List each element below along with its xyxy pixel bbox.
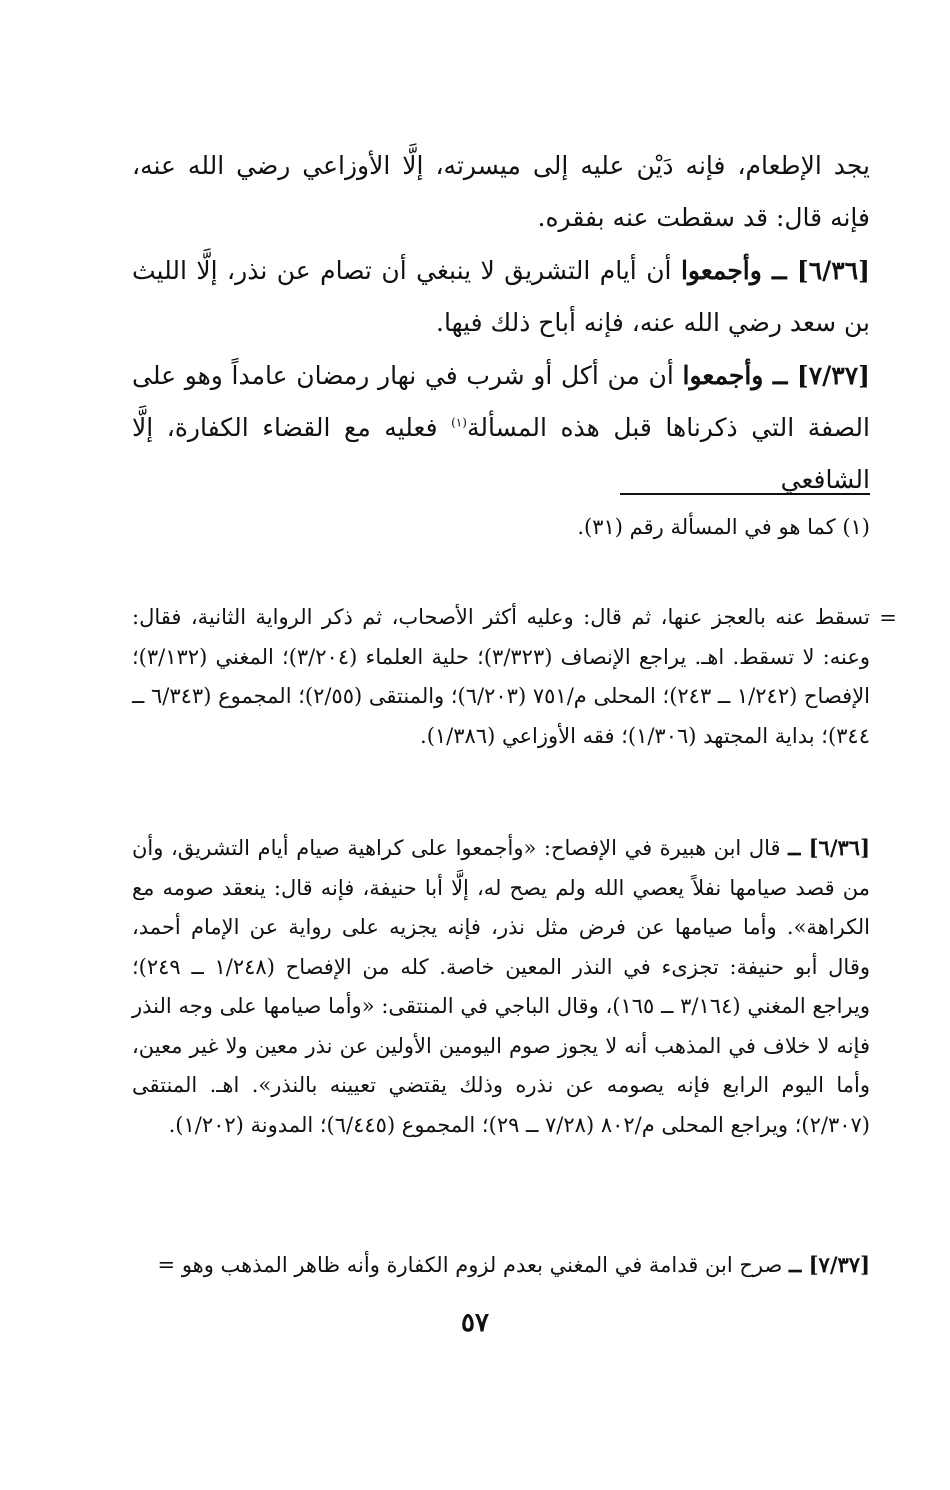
note-marker: [٧/٣٧] ــ [788, 1252, 870, 1277]
note-continuation: تسقط عنه بالعجز عنها، ثم قال: وعليه أكثر الأصحاب، ثم ذكر الرواية الثانية، فقال: وعنه: لا تسقط. اهـ. يراجع الإنصاف (٣/٣٢٣)؛ حلية العلماء (٣/٢٠٤)؛ المغني (٣/١٣٢)؛ الإفصاح (١/٢٤٢ ــ ٢٤٣)؛ المحلى م/٧٥١ (٦/٢٠٣)؛ والمنتقى (٢/٥٥)؛ المجموع (٦/٣٤٣ ــ ٣٤٤)؛ بداية المجتهد (١/٣٠٦)؛ فقه الأوزاعي (١/٣٨٦). [132, 605, 870, 748]
paragraph-text: فعليه مع القضاء الكفارة، إلَّا الشافعي [132, 413, 870, 494]
note-text: قال ابن هبيرة في الإفصاح: «وأجمعوا على كراهية صيام أيام التشريق، وأن من قصد صيامها نفلاً يعصي الله ولم يصح له، إلَّا أبا حنيفة، فإنه قال: ينعقد صومه مع الكراهة». وأما صيامها عن فرض مثل نذر، فإنه يجزيه على رواية عن الإمام أحمد، وقال أبو حنيفة: تجزىء في النذر المعين خاصة. كله من الإفصاح (١/٢٤٨ ــ ٢٤٩)؛ ويراجع المغني (٣/١٦٤ ــ ١٦٥)، وقال الباجي في المنتقى: «وأما صيامها على وجه النذر فإنه لا خلاف في المذهب أنه لا يجوز صوم اليومين الأولين عن نذر معين ولا غير معين، وأما اليوم الرابع فإنه يصومه عن نذره وذلك يقتضي تعيينه بالنذر». اهـ. المنتقى (٢/٣٠٧)؛ ويراجع المحلى م/٨٠٢ (٧/٢٨ ــ ٢٩)؛ المجموع (٦/٤٤٥)؛ المدونة (١/٢٠٢). [132, 836, 871, 1137]
page-number: ٥٧ [461, 1308, 489, 1338]
footnote-reference: (١) [451, 415, 467, 430]
paragraph-issue-36 [132, 245, 870, 349]
paragraph-text: يجد الإطعام، فإنه دَيْن عليه إلى ميسرته، إلَّا الأوزاعي رضي الله عنه، فإنه قال: قد سقطت عنه بفقره. [132, 151, 870, 232]
note-issue-37 [132, 1245, 870, 1286]
note-issue-36 [132, 828, 870, 1145]
issue-marker: [٦/٣٦] ــ وأجمعوا [680, 256, 870, 285]
issue-marker: [٧/٣٧] ــ وأجمعوا [682, 361, 870, 390]
footnote-separator [620, 493, 870, 495]
paragraph-issue-37 [132, 350, 870, 506]
paragraph-text: أن أيام التشريق لا ينبغي أن تصام عن نذر، إلَّا الليث بن سعد رضي الله عنه، فإنه أباح ذلك فيها. [132, 256, 870, 337]
footnote: (١) كما هو في المسألة رقم (٣١). [577, 515, 870, 539]
continuation-mark: = [879, 606, 897, 630]
note-marker: [٦/٣٦] ــ [788, 835, 870, 860]
paragraph-continuation [132, 140, 870, 244]
note-text: صرح ابن قدامة في المغني بعدم لزوم الكفارة وأنه ظاهر المذهب وهو = [157, 1253, 789, 1277]
paragraph-text: أن من أكل أو شرب في نهار رمضان عامداً وهو على الصفة التي ذكرناها قبل هذه المسألة [132, 361, 870, 442]
